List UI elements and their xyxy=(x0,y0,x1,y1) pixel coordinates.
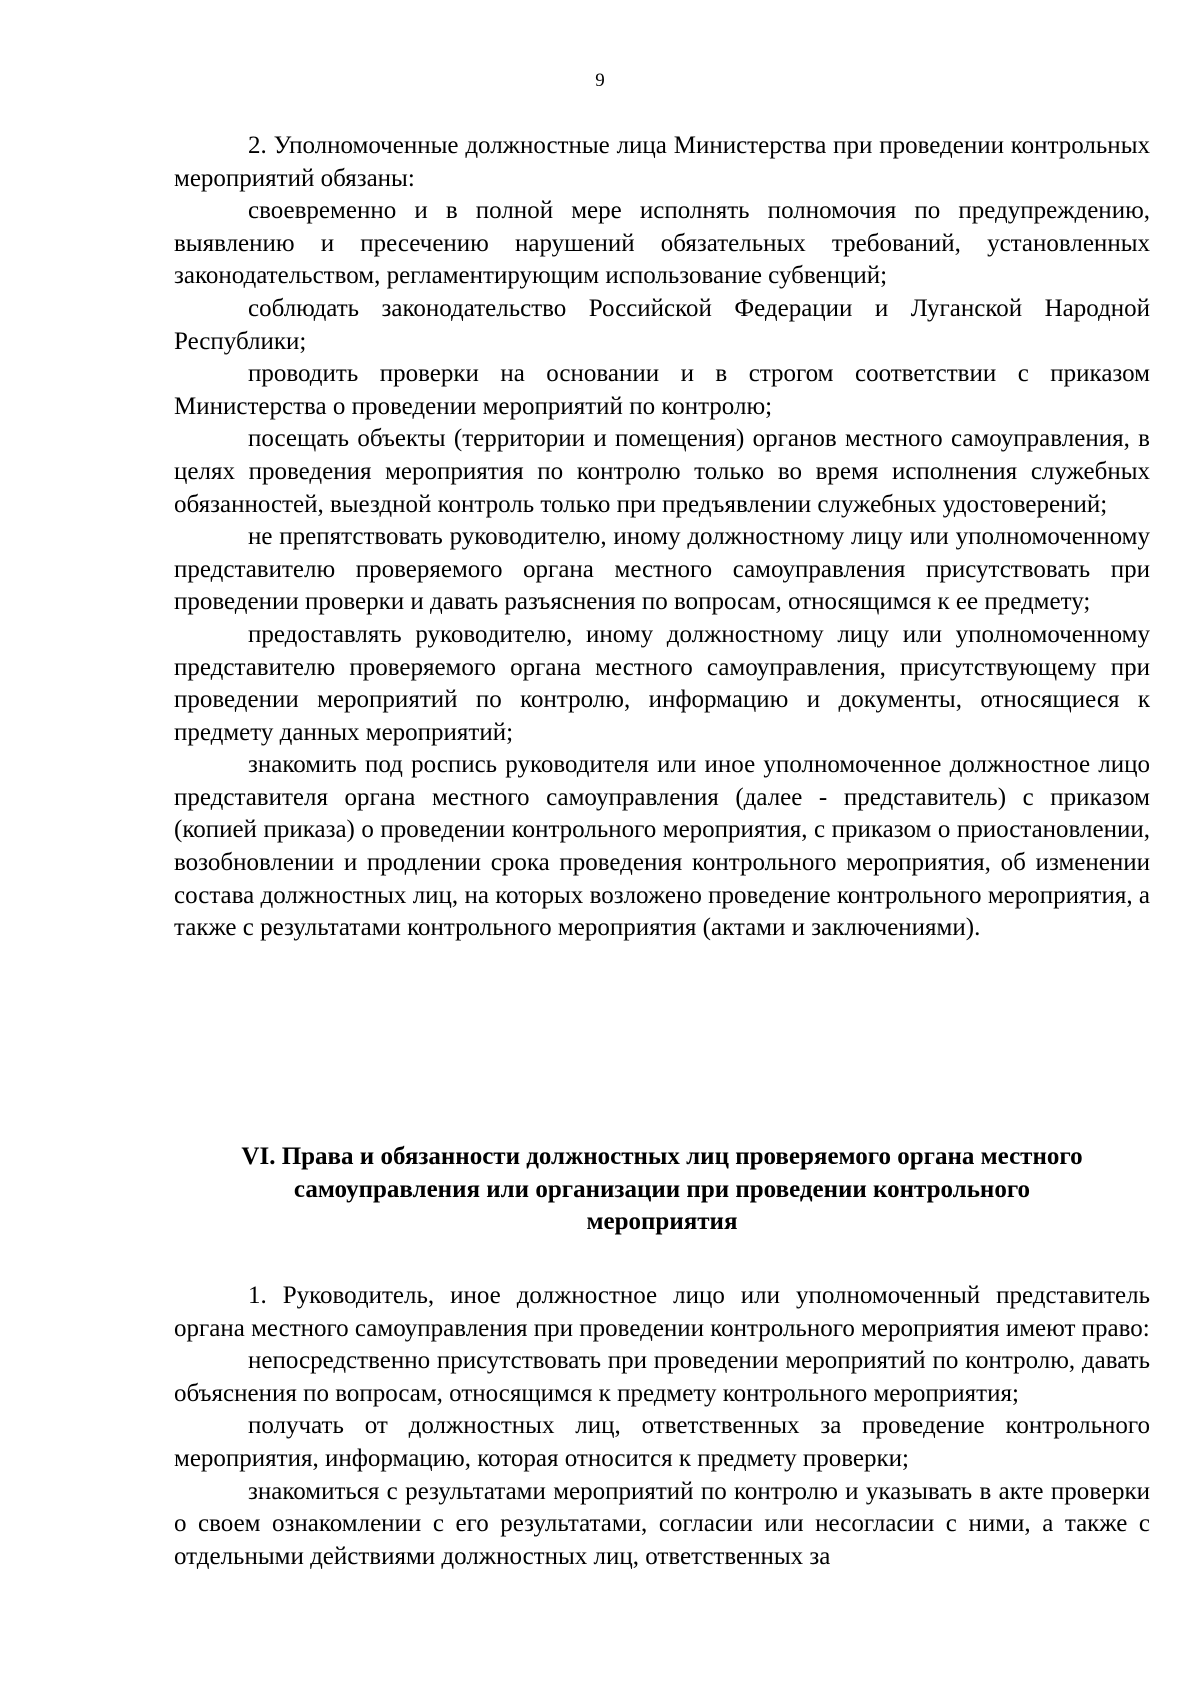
paragraph-obligation: знакомить под роспись руководителя или иное уполномоченное должностное лицо представителя органа местного самоуправления (далее - представитель) с приказом (копией приказа) о проведении контрольного мероприятия, с приказом о приостановлении, возобновлении и продлении срока проведения контрольного мероприятия, об изменении состава должностных лиц, на которых возложено проведение контрольного мероприятия, а также с результатами контрольного мероприятия (актами и заключениями). xyxy=(174,751,1150,942)
paragraph-obligation: соблюдать законодательство Российской Федерации и Луганской Народной Республики; xyxy=(174,294,1150,355)
paragraph-obligation: своевременно и в полной мере исполнять полномочия по предупреждению, выявлению и пресечению нарушений обязательных требований, установленных законодательством, регламентирующим использование субвенций; xyxy=(174,197,1150,290)
heading-line: мероприятия xyxy=(586,1208,738,1236)
paragraph-right: получать от должностных лиц, ответственных за проведение контрольного мероприятия, информацию, которая относится к предмету проверки; xyxy=(174,1412,1150,1472)
paragraph-obligations-intro: 2. Уполномоченные должностные лица Министерства при проведении контрольных мероприятий обязаны: xyxy=(174,132,1150,192)
section-v-continuation xyxy=(174,130,1150,945)
paragraph-obligation: проводить проверки на основании и в строгом соответствии с приказом Министерства о проведении мероприятий по контролю; xyxy=(174,360,1150,420)
paragraph-obligation: предоставлять руководителю, иному должностному лицу или уполномоченному представителю проверяемого органа местного самоуправления, присутствующему при проведении мероприятий по контролю, информацию и документы, относящиеся к предмету данных мероприятий; xyxy=(174,620,1150,746)
paragraph-rights-intro: 1. Руководитель, иное должностное лицо или уполномоченный представитель органа местного самоуправления при проведении контрольного мероприятия имеют право: xyxy=(174,1282,1150,1342)
section-vi-body xyxy=(174,1280,1150,1573)
paragraph-obligation: не препятствовать руководителю, иному должностному лицу или уполномоченному представителю проверяемого органа местного самоуправления присутствовать при проведении проверки и давать разъяснения по вопросам, относящимся к ее предмету; xyxy=(174,523,1150,616)
page-number: 9 xyxy=(595,70,605,91)
paragraph-right: непосредственно присутствовать при проведении мероприятий по контролю, давать объяснения по вопросам, относящимся к предмету контрольного мероприятия; xyxy=(174,1347,1150,1407)
paragraph-right: знакомиться с результатами мероприятий по контролю и указывать в акте проверки о своем ознакомлении с его результатами, согласии или несогласии с ними, а также с отдельными действиями должностных лиц, ответственных за xyxy=(174,1477,1150,1570)
section-vi-heading xyxy=(174,1141,1150,1239)
paragraph-obligation: посещать объекты (территории и помещения) органов местного самоуправления, в целях проведения мероприятия по контролю только во время исполнения служебных обязанностей, выездной контроль только при предъявлении служебных удостоверений; xyxy=(174,425,1150,518)
heading-line: самоуправления или организации при проведении контрольного xyxy=(293,1175,1031,1203)
heading-line: VI. Права и обязанности должностных лиц проверяемого органа местного xyxy=(241,1143,1083,1170)
